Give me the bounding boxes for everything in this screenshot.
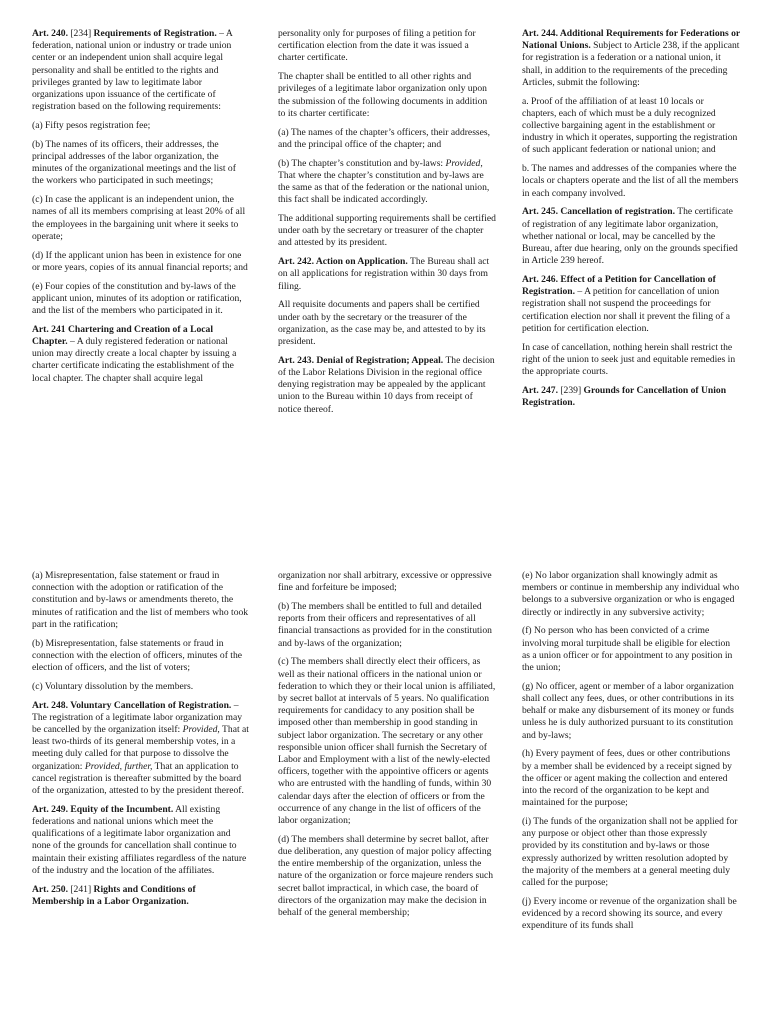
art250-item-h: (h) Every payment of fees, dues or other contributions by a member shall be evidenced by a receipt signed by the officer or agent making the collection and entered into the record of the organization to be kept and maintained for the purpose; — [522, 748, 732, 809]
art244-paragraph — [522, 28, 740, 89]
art250-title: Rights and Conditions of Membership in a Labor Organization. — [32, 883, 196, 907]
art246-paragraph — [522, 274, 740, 335]
chapter-rights-paragraph: The chapter shall be entitled to all other rights and privileges of a legitimate labor organization only upon the submission of the following documents in addition to its charter certificate: — [278, 71, 488, 119]
art241-continuation: personality only for purposes of filing a petition for certification election from the date it was issued a charter certificate. — [278, 28, 476, 64]
art250-item-f: (f) No person who has been convicted of a crime involving moral turpitude shall be eligible for election as a union officer or for appointment to any position in the union; — [522, 625, 733, 674]
art250-item-d: (d) The members shall determine by secret ballot, after due deliberation, any question of major policy affecting the entire membership of the organization, unless the nature of the organization or force majeure renders such secret ballot impractical, in which case, the board of directors of the organization may make the decision in behalf of the general membership; — [278, 833, 494, 919]
art247-item-c: (c) Voluntary dissolution by the members. — [32, 680, 194, 692]
chapter-item-b-pre: (b) The chapter’s constitution and by-laws: — [278, 157, 446, 169]
chapter-item-b-provided: Provided — [445, 157, 481, 169]
cancellation-remedies: In case of cancellation, nothing herein shall restrict the right of the union to seek just and equitable remedies in the appropriate courts. — [522, 341, 736, 378]
top-page — [0, 28, 768, 528]
art240-paragraph — [32, 28, 250, 113]
art250-item-b: (b) The members shall be entitled to full and detailed reports from their officers and representatives of all financial transactions as provided for in the constitution and by-laws of the organization; — [278, 601, 492, 649]
art245-body: The certificate of registration of any legitimate labor organization, whether national or local, may be cancelled by the Bureau, after due hearing, only on the grounds specified in Article 239 hereof. — [522, 206, 738, 267]
art249-paragraph — [32, 804, 250, 877]
art248-body-1: – The registration of a legitimate labor organization may be cancelled by the organization itself: — [32, 699, 243, 736]
art243-paragraph — [278, 355, 496, 416]
art240-body: – A federation, national union or industry or trade union center or an independent union shall acquire legal personality and shall be entitled to the rights and privileges granted by law to legitimate labor organizations upon issuance of the certificate of registration based on the following requirements: — [32, 28, 233, 113]
art250-item-g: (g) No officer, agent or member of a labor organization shall collect any fees, dues, or other contributions in its behalf or make any disbursement of its money or funds unless he is duly authorized pursuant to its constitution and by-laws; — [522, 680, 734, 741]
art240-item-d: (d) If the applicant union has been in existence for one or more years, copies of its annual financial reports; and — [32, 249, 248, 273]
art248-body-2: , That at least two-thirds of its general membership votes, in a meeting duly called for that purpose to dissolve the organization: — [32, 724, 249, 772]
chapter-item-b-post: , That where the chapter’s constitution and by-laws are the same as that of the federation or the national union, this fact shall be indicated accordingly. — [278, 157, 490, 206]
art243-body: The decision of the Labor Relations Division in the regional office denying registration may be appealed by the applicant union to the Bureau within 10 days from receipt of notice thereof. — [278, 354, 495, 415]
art240-number: [234] — [67, 28, 94, 39]
art247-heading: Art. 247. — [522, 384, 558, 396]
art245-title: Art. 245. Cancellation of registration. — [522, 206, 676, 218]
art242-body: The Bureau shall act on all applications for registration within 30 days from filing. — [278, 256, 490, 292]
art246-title: Art. 246. Effect of a Petition for Cancellation of Registration. — [522, 274, 716, 298]
art240-item-c: (c) In case the applicant is an independent union, the names of all its members comprising at least 20% of all the employees in the bargaining unit where it seeks to operate; — [32, 194, 246, 242]
requisite-documents: All requisite documents and papers shall be certified under oath by the secretary or the treasurer of the organization, as the case may be, and attested to by its president. — [278, 299, 486, 348]
bottom-page — [0, 570, 768, 1024]
art248-provided-further: Provided, further, — [84, 760, 153, 772]
art244-body: Subject to Article 238, if the applicant for registration is a federation or a national union, it shall, in addition to the requirements of the preceding Articles, submit the following: — [522, 40, 740, 88]
art250-paragraph — [32, 884, 250, 908]
art240-item-e: (e) Four copies of the constitution and by-laws of the applicant union, minutes of its adoption or ratification, and the list of the members who participated in it. — [32, 280, 242, 317]
supporting-requirements: The additional supporting requirements shall be certified under oath by the secretary or treasurer of the chapter and attested by its president. — [278, 213, 496, 249]
art250-item-e: (e) No labor organization shall knowingly admit as members or continue in membership any individual who belongs to a subversive organization or who is engaged directly or indirectly in any subversive activity; — [522, 570, 740, 618]
art248-provided: Provided — [182, 724, 218, 736]
art240-item-a: (a) Fifty pesos registration fee; — [32, 120, 151, 132]
art241-paragraph — [32, 324, 250, 385]
art244-item-b: b. The names and addresses of the companies where the locals or chapters operate and the list of all the members in each company involved. — [522, 163, 739, 199]
art249-body: All existing federations and national unions which meet the qualifications of a legitimate labor organization and none of the grounds for cancellation shall continue to maintain their existing affiliates regardless of the nature of the industry and the location of the affiliates. — [32, 803, 247, 876]
art248-paragraph — [32, 700, 250, 798]
art247-number: [239] — [557, 384, 584, 396]
art250-item-i: (i) The funds of the organization shall not be applied for any purpose or object other than those expressly provided by its constitution and by-laws or those expressly authorized by written resolution adopted by the majority of the members at a general meeting duly called for the purpose; — [522, 816, 738, 889]
bottom-column-3 — [522, 570, 740, 939]
art242-title: Art. 242. Action on Application. — [278, 256, 408, 268]
art247-item-b: (b) Misrepresentation, false statements or fraud in connection with the election of officers, minutes of the election of officers, and the list of voters; — [32, 637, 243, 674]
top-column-2 — [278, 28, 496, 422]
art248-title: Art. 248. Voluntary Cancellation of Registration. — [32, 699, 232, 711]
top-column-1 — [32, 28, 250, 391]
art248-body-3: That an application to cancel registration is thereafter submitted by the board of the organization, attested to by the president thereof. — [32, 760, 244, 797]
art250-continuation: organization nor shall arbitrary, excessive or oppressive fine and forfeiture be imposed; — [278, 570, 492, 594]
art250-heading: Art. 250. — [32, 883, 68, 895]
art247-item-a: (a) Misrepresentation, false statement or fraud in connection with the adoption or ratification of the constitution and by-laws or amendments thereto, the minutes of ratification and the list of members who took part in the ratification; — [32, 570, 249, 630]
art245-paragraph — [522, 206, 740, 267]
art240-title: Requirements of Registration. — [93, 28, 217, 39]
art250-item-j: (j) Every income or revenue of the organization shall be evidenced by a record showing its source, and every expenditure of its funds shall — [522, 895, 737, 932]
art244-item-a: a. Proof of the affiliation of at least 10 locals or chapters, each of which must be a duly recognized collective bargaining agent in the establishment or industry in which it operates, supporting the registration of such applicant federation or national union; and — [522, 95, 738, 156]
art241-body: – A duly registered federation or national union may directly create a local chapter by issuing a charter certificate indicating the establishment of the local chapter. The chapter shall acquire legal — [32, 336, 237, 384]
bottom-column-1 — [32, 570, 250, 915]
art250-number: [241] — [67, 883, 94, 895]
art250-item-c: (c) The members shall directly elect their officers, as well as their national officers in the national union or federation to which they or their local union is affiliated, by secret ballot at intervals of 5 years. No qualification requirements for candidacy to any position shall be imposed other than membership in good standing in subject labor organization. The secretary or any other responsible union officer shall furnish the Secretary of Labor and Employment with a list of the newly-elected officers, together with the appointive officers or agents who are entrusted with the handling of funds, within 30 calendar days after the election of officers or from the occurrence of any change in the list of officers of the labor organization; — [278, 656, 496, 827]
art243-title: Art. 243. Denial of Registration; Appeal. — [278, 354, 444, 366]
art240-item-b: (b) The names of its officers, their addresses, the principal addresses of the labor organization, the minutes of the organizational meetings and the list of the workers who participated in such meetings; — [32, 138, 236, 187]
bottom-column-2 — [278, 570, 496, 926]
art241-title: Art. 241 Chartering and Creation of a Local Chapter. — [32, 323, 214, 348]
top-column-3 — [522, 28, 740, 416]
art244-title: Art. 244. Additional Requirements for Federations or National Unions. — [522, 28, 740, 52]
art249-title: Art. 249. Equity of the Incumbent. — [32, 803, 174, 815]
chapter-item-b — [278, 158, 496, 207]
art242-paragraph — [278, 256, 496, 293]
art246-body: – A petition for cancellation of union registration shall not suspend the proceedings for certification election nor shall it prevent the filing of a petition for certification election. — [522, 286, 731, 334]
art247-paragraph — [522, 385, 740, 409]
art240-heading: Art. 240. — [32, 28, 68, 39]
art247-title: Grounds for Cancellation of Union Registration. — [522, 384, 727, 409]
chapter-item-a: (a) The names of the chapter’s officers, their addresses, and the principal office of the chapter; and — [278, 126, 491, 150]
